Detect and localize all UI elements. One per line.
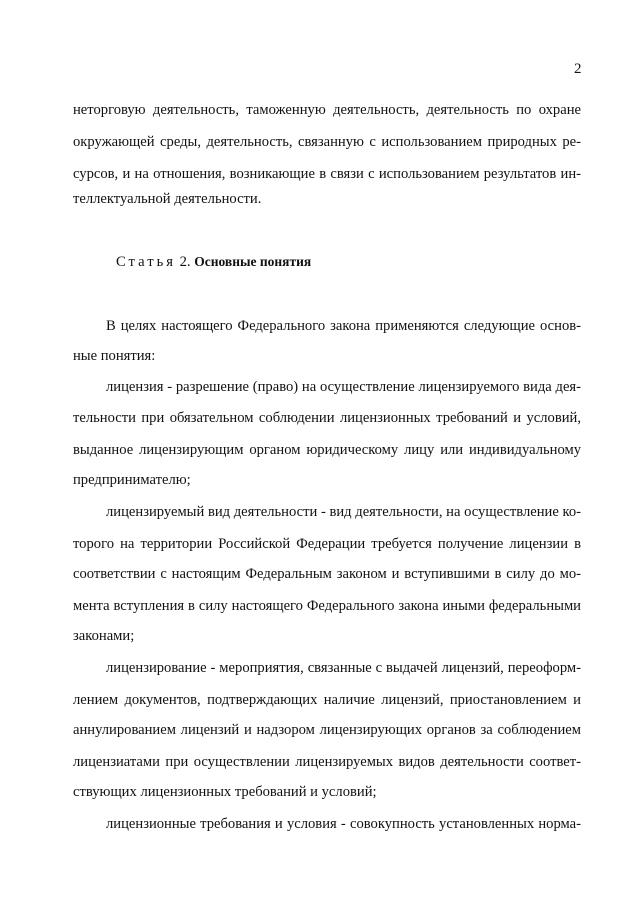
text-line: соответствии с настоящим Федеральным законом и вступившими в силу до мо-: [73, 566, 581, 582]
article-label: Статья: [116, 254, 176, 270]
text-line: окружающей среды, деятельность, связанную с использованием природных ре-: [73, 134, 581, 150]
text-line: выданное лицензирующим органом юридическому лицу или индивидуальному: [73, 442, 581, 458]
article-heading: [116, 253, 311, 271]
text-line: аннулированием лицензий и надзором лицензирующих органов за соблюдением: [73, 722, 581, 738]
text-line: предпринимателю;: [73, 472, 191, 488]
text-line: лицензирование - мероприятия, связанные с выдачей лицензий, переоформ-: [106, 660, 581, 676]
text-line: торого на территории Российской Федерации требуется получение лицензии в: [73, 536, 581, 552]
text-line: В целях настоящего Федерального закона применяются следующие основ-: [106, 318, 581, 334]
text-line: ствующих лицензионных требований и условий;: [73, 784, 377, 800]
article-number: 2.: [179, 254, 191, 270]
text-line: неторговую деятельность, таможенную деятельность, деятельность по охране: [73, 102, 581, 118]
text-line: лицензионные требования и условия - совокупность установленных норма-: [106, 816, 581, 832]
text-line: мента вступления в силу настоящего Федерального закона иными федеральными: [73, 598, 581, 614]
text-line: ные понятия:: [73, 348, 156, 364]
text-line: лицензиатами при осуществлении лицензируемых видов деятельности соответ-: [73, 754, 581, 770]
text-line: тельности при обязательном соблюдении лицензионных требований и условий,: [73, 410, 581, 426]
text-line: теллектуальной деятельности.: [73, 191, 262, 207]
page-number: 2: [574, 61, 582, 77]
text-line: сурсов, и на отношения, возникающие в связи с использованием результатов ин-: [73, 166, 581, 182]
text-line: лицензируемый вид деятельности - вид деятельности, на осуществление ко-: [106, 504, 581, 520]
text-line: лицензия - разрешение (право) на осуществление лицензируемого вида дея-: [106, 379, 581, 395]
text-line: законами;: [73, 628, 135, 644]
text-line: лением документов, подтверждающих наличие лицензий, приостановлением и: [73, 692, 581, 708]
article-title: Основные понятия: [194, 254, 312, 269]
